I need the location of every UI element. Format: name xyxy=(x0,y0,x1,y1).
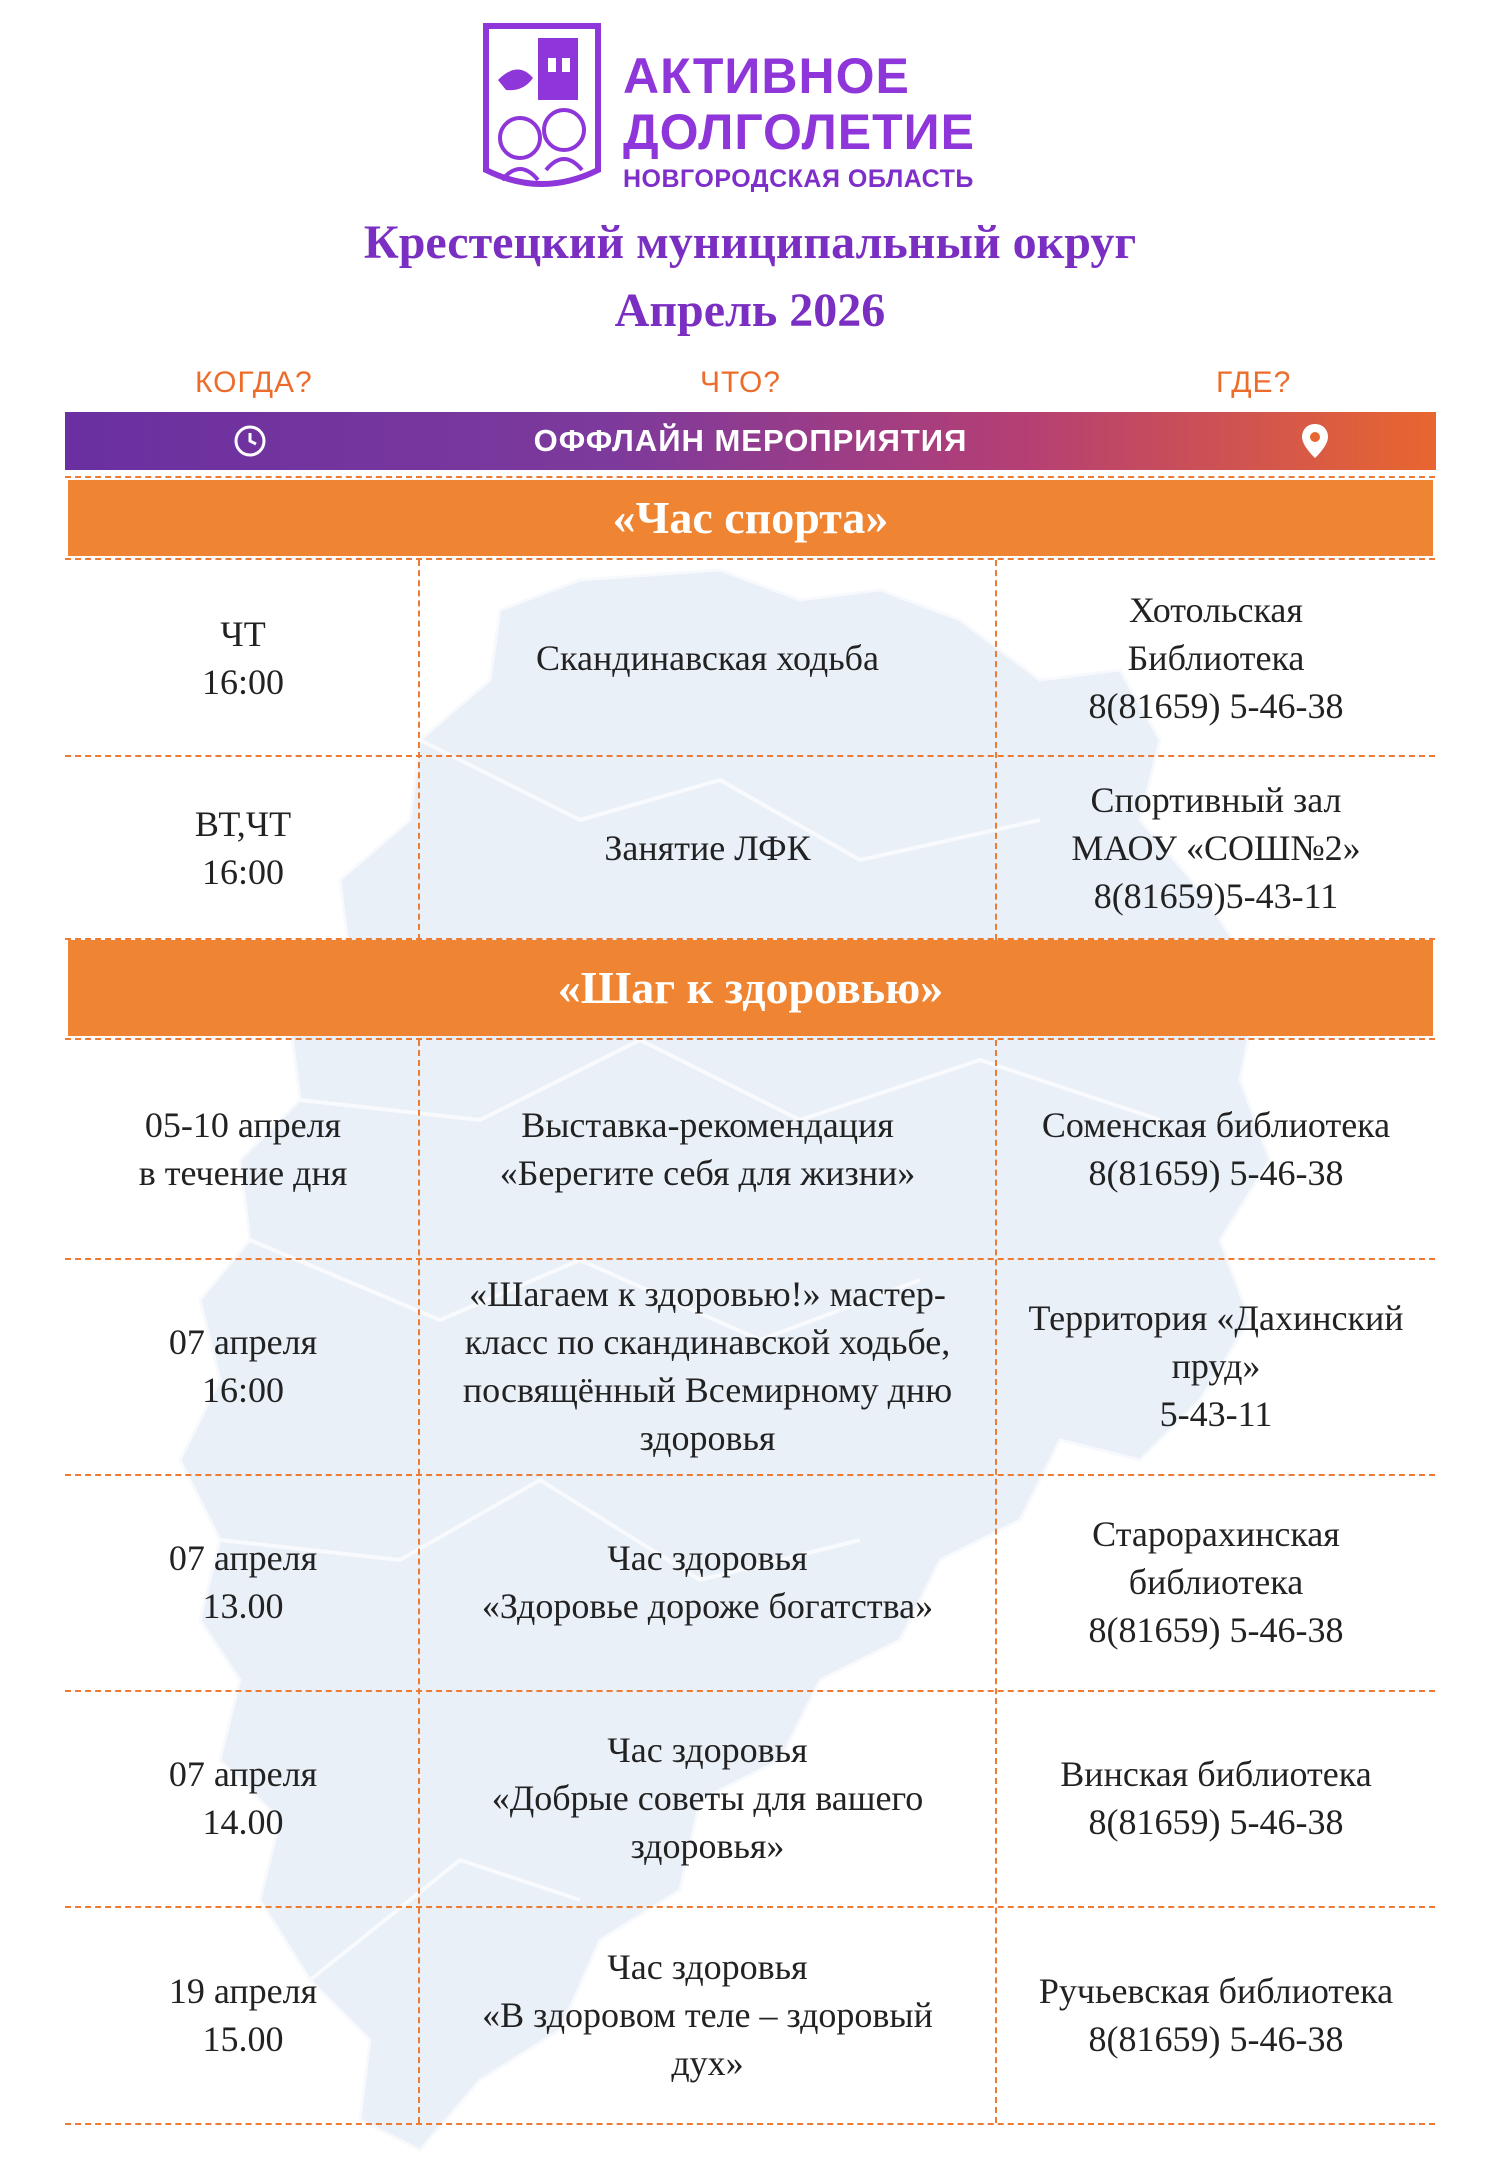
event-what-cell xyxy=(420,755,995,940)
header-when: КОГДА? xyxy=(195,366,313,399)
cell-text-line: МАОУ «СОШ№2» xyxy=(1071,827,1361,868)
header-where: ГДЕ? xyxy=(1216,366,1292,399)
cell-text-line: Час здоровья xyxy=(607,1538,808,1578)
cell-text-line: 07 апреля xyxy=(168,1538,318,1578)
logo-text-line2: ДОЛГОЛЕТИЕ xyxy=(623,104,975,160)
cell-text-line: 8(81659) 5-46-38 xyxy=(1088,2018,1344,2059)
cell-text-line: ЧТ xyxy=(220,613,266,654)
cell-text-line: ВТ,ЧТ xyxy=(194,803,292,844)
cell-text-line: 5-43-11 xyxy=(1159,1394,1273,1434)
cell-text-line: Спортивный зал xyxy=(1090,779,1342,820)
cell-text-line: 16:00 xyxy=(201,1370,284,1410)
cell-text-line: «В здоровом теле – здоровый xyxy=(482,1994,933,2035)
logo-text-region: НОВГОРОДСКАЯ ОБЛАСТЬ xyxy=(623,165,974,193)
cell-text-line: «Здоровье дороже богатства» xyxy=(481,1586,934,1626)
cell-text-line: «Шагаем к здоровью!» мастер- xyxy=(469,1274,946,1314)
event-when-cell xyxy=(68,1258,418,1474)
cell-text-line: здоровья» xyxy=(630,1826,785,1866)
cell-text-line: здоровья xyxy=(639,1418,776,1458)
cell-text-line: Старорахинская xyxy=(1092,1514,1340,1554)
event-when-cell xyxy=(68,560,418,755)
event-what-cell xyxy=(420,1474,995,1690)
event-where-cell xyxy=(997,1474,1435,1690)
event-when-cell xyxy=(68,1474,418,1690)
cell-text-line: Винская библиотека xyxy=(1060,1754,1372,1794)
cell-text-line: 8(81659) 5-46-38 xyxy=(1088,1610,1344,1650)
logo-emblem-icon xyxy=(478,20,606,198)
cell-text-line: 14.00 xyxy=(202,1802,284,1842)
event-when-cell xyxy=(68,1906,418,2123)
cell-text-line: Территория «Дахинский xyxy=(1028,1298,1404,1338)
cell-text-line: Соменская библиотека xyxy=(1041,1105,1391,1145)
cell-text-line: «Добрые советы для вашего xyxy=(491,1778,924,1818)
event-where-cell xyxy=(997,755,1435,940)
cell-text-line: 07 апреля xyxy=(168,1754,318,1794)
cell-text-line: в течение дня xyxy=(138,1153,348,1193)
cell-text-line: 8(81659) 5-46-38 xyxy=(1088,1153,1344,1193)
event-where-cell xyxy=(997,560,1435,755)
cell-text-line: пруд» xyxy=(1171,1346,1261,1386)
cell-text-line: 16:00 xyxy=(201,661,284,702)
cell-text-line: Час здоровья xyxy=(607,1946,808,1987)
cell-text-line: Хотольская xyxy=(1129,589,1303,630)
cell-text-line: 8(81659) 5-46-38 xyxy=(1088,685,1344,726)
event-what-cell xyxy=(420,1906,995,2123)
event-what-cell xyxy=(420,560,995,755)
cell-text-line: «Берегите себя для жизни» xyxy=(499,1153,916,1193)
cell-text-line: Выставка-рекомендация xyxy=(521,1105,894,1145)
logo-text-line1: АКТИВНОЕ xyxy=(623,48,910,104)
row-divider xyxy=(65,2123,1435,2125)
event-when-cell xyxy=(68,1040,418,1258)
cell-text-line: посвящённый Всемирному дню xyxy=(462,1370,953,1410)
cell-text-line: 8(81659) 5-46-38 xyxy=(1088,1802,1344,1842)
cell-text-line: 8(81659)5-43-11 xyxy=(1093,875,1339,916)
event-what-cell xyxy=(420,1258,995,1474)
cell-text-line: 19 апреля xyxy=(168,1970,318,2011)
row-divider xyxy=(65,476,1435,478)
cell-text-line: дух» xyxy=(671,2042,744,2083)
cell-text-line: 05-10 апреля xyxy=(144,1105,342,1145)
page-title: Крестецкий муниципальный округ xyxy=(363,216,1137,269)
cell-text-line: Библиотека xyxy=(1127,637,1305,678)
event-when-cell xyxy=(68,1690,418,1906)
event-what-cell xyxy=(420,1040,995,1258)
offline-events-banner xyxy=(65,412,1436,470)
section-title: «Час спорта» xyxy=(68,480,1433,556)
event-where-cell xyxy=(997,1906,1435,2123)
cell-text-line: 16:00 xyxy=(201,851,284,892)
event-when-cell xyxy=(68,755,418,940)
cell-text-line: Час здоровья xyxy=(607,1730,808,1770)
page-subtitle-month: Апрель 2026 xyxy=(614,284,886,337)
event-where-cell xyxy=(997,1040,1435,1258)
cell-text-line: 15.00 xyxy=(202,2018,284,2059)
cell-text-line: Ручьевская библиотека xyxy=(1038,1970,1394,2011)
event-where-cell xyxy=(997,1690,1435,1906)
event-where-cell xyxy=(997,1258,1435,1474)
cell-text-line: 13.00 xyxy=(202,1586,284,1626)
location-pin-icon xyxy=(1301,423,1329,459)
logo xyxy=(478,20,1038,200)
banner-label: ОФФЛАЙН МЕРОПРИЯТИЯ xyxy=(533,423,968,458)
event-what-cell xyxy=(420,1690,995,1906)
cell-text-line: Скандинавская ходьба xyxy=(536,637,879,678)
cell-text-line: Занятие ЛФК xyxy=(604,827,811,868)
section-title: «Шаг к здоровью» xyxy=(68,940,1433,1036)
header-what: ЧТО? xyxy=(700,366,781,399)
cell-text-line: 07 апреля xyxy=(168,1322,318,1362)
cell-text-line: класс по скандинавской ходьбе, xyxy=(464,1322,951,1362)
cell-text-line: библиотека xyxy=(1128,1562,1304,1602)
